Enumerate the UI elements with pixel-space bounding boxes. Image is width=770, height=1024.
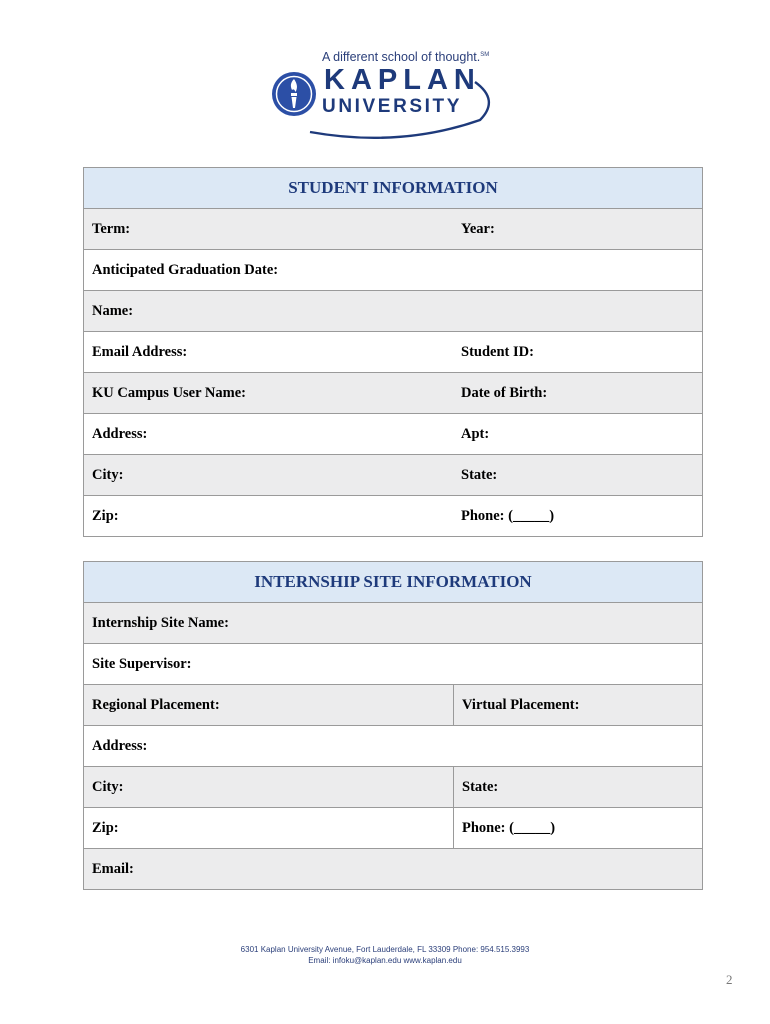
student-id-field[interactable]: Student ID:: [453, 332, 703, 373]
site-address-field[interactable]: Address:: [84, 726, 703, 767]
site-state-field[interactable]: State:: [454, 767, 703, 808]
internship-site-name-field[interactable]: Internship Site Name:: [84, 603, 703, 644]
internship-section-title: INTERNSHIP SITE INFORMATION: [84, 562, 703, 603]
footer-contact: Email: infoku@kaplan.edu www.kaplan.edu: [308, 956, 462, 965]
torch-seal-icon: [270, 70, 318, 118]
graduation-date-field[interactable]: Anticipated Graduation Date:: [84, 250, 703, 291]
regional-placement-field[interactable]: Regional Placement:: [84, 685, 454, 726]
site-phone-field[interactable]: Phone: (_____): [454, 808, 703, 849]
logo-tagline: A different school of thought.℠: [322, 50, 490, 64]
student-section-title: STUDENT INFORMATION: [84, 168, 703, 209]
page-number: 2: [726, 972, 733, 987]
logo-university-text: UNIVERSITY: [322, 96, 463, 117]
phone-field[interactable]: Phone: (_____): [453, 496, 703, 537]
internship-site-table: [83, 561, 703, 890]
name-field[interactable]: Name:: [84, 291, 703, 332]
date-of-birth-field[interactable]: Date of Birth:: [453, 373, 703, 414]
virtual-placement-field[interactable]: Virtual Placement:: [454, 685, 703, 726]
email-address-field[interactable]: Email Address:: [84, 332, 454, 373]
city-field[interactable]: City:: [84, 455, 454, 496]
logo-kaplan-text: KAPLAN: [324, 64, 481, 96]
site-supervisor-field[interactable]: Site Supervisor:: [84, 644, 703, 685]
year-field[interactable]: Year:: [453, 209, 703, 250]
site-email-field[interactable]: Email:: [84, 849, 703, 890]
state-field[interactable]: State:: [453, 455, 703, 496]
site-city-field[interactable]: City:: [84, 767, 454, 808]
apt-field[interactable]: Apt:: [453, 414, 703, 455]
site-zip-field[interactable]: Zip:: [84, 808, 454, 849]
zip-field[interactable]: Zip:: [84, 496, 454, 537]
term-field[interactable]: Term:: [84, 209, 454, 250]
campus-user-name-field[interactable]: KU Campus User Name:: [84, 373, 454, 414]
footer-address: 6301 Kaplan University Avenue, Fort Lauderdale, FL 33309 Phone: 954.515.3993: [240, 945, 530, 954]
student-information-table: [83, 167, 703, 537]
page-footer: [0, 944, 770, 966]
address-field[interactable]: Address:: [84, 414, 454, 455]
